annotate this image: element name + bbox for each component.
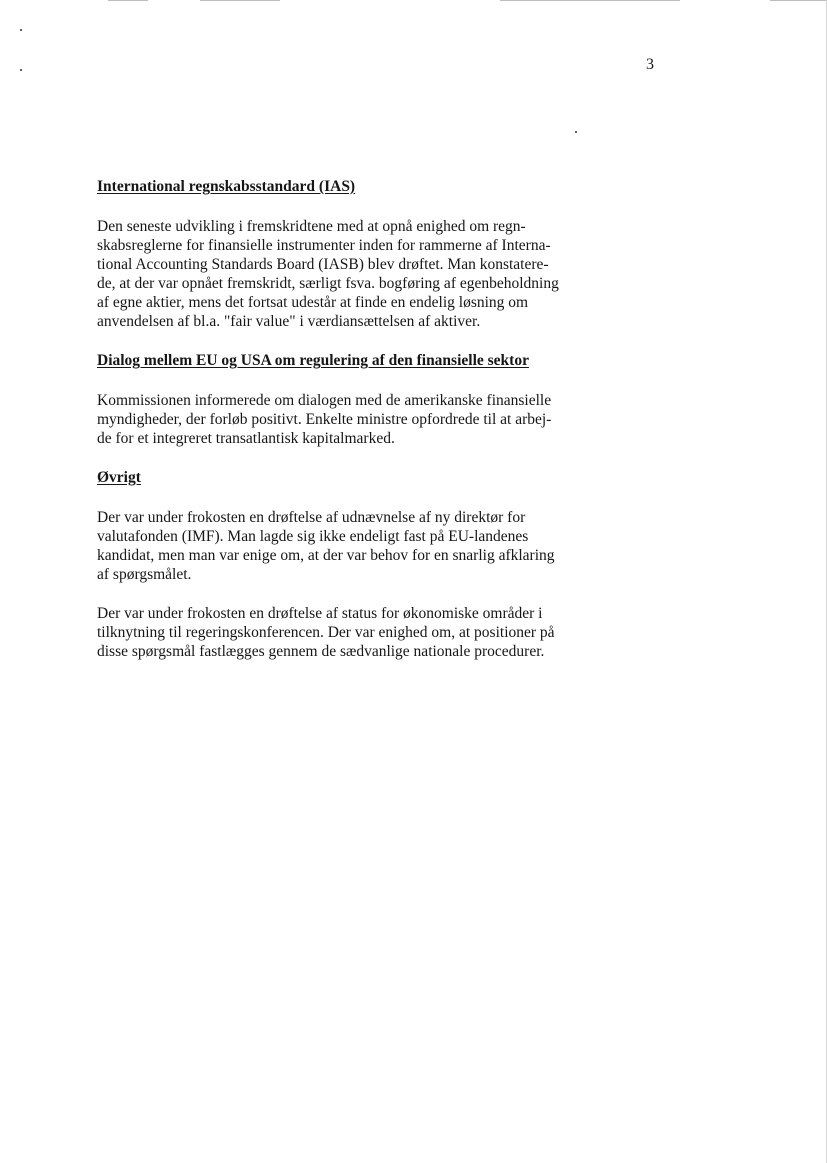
text-line: Der var under frokosten en drøftelse af udnævnelse af ny direktør for xyxy=(97,509,526,526)
text-line: tional Accounting Standards Board (IASB) blev drøftet. Man konstatere- xyxy=(97,256,549,273)
paragraph xyxy=(97,217,637,331)
section-ias xyxy=(97,177,637,331)
scan-speck xyxy=(20,29,22,31)
page-number: 3 xyxy=(646,56,654,73)
text-line: skabsreglerne for finansielle instrumenter inden for rammerne af Interna- xyxy=(97,237,551,254)
paragraph xyxy=(97,391,637,448)
text-line: valutafonden (IMF). Man lagde sig ikke endeligt fast på EU-landenes xyxy=(97,528,529,545)
scan-artifact-line xyxy=(500,0,680,1)
text-line: af spørgsmålet. xyxy=(97,566,192,583)
text-line: tilknytning til regeringskonferencen. Der var enighed om, at positioner på xyxy=(97,624,555,641)
text-line: Den seneste udvikling i fremskridtene med at opnå enighed om regn- xyxy=(97,218,526,235)
section-heading: International regnskabsstandard (IAS) xyxy=(97,178,356,195)
paragraph xyxy=(97,508,637,584)
text-line: anvendelsen af bl.a. "fair value" i værdiansættelsen af aktiver. xyxy=(97,313,481,330)
text-line: af egne aktier, mens det fortsat udestår at finde en endelig løsning om xyxy=(97,294,529,311)
section-heading: Dialog mellem EU og USA om regulering af den finansielle sektor xyxy=(97,352,529,369)
section-ovrigt xyxy=(97,468,637,661)
text-line: kandidat, men man var enige om, at der var behov for en snarlig afklaring xyxy=(97,547,555,564)
scan-artifact-line xyxy=(770,0,827,1)
text-line: de for et integreret transatlantisk kapitalmarked. xyxy=(97,430,395,447)
scan-speck xyxy=(20,69,22,71)
scan-artifact-line xyxy=(200,0,280,1)
text-line: Kommissionen informerede om dialogen med de amerikanske finansielle xyxy=(97,392,552,409)
text-line: myndigheder, der forløb positivt. Enkelte ministre opfordrede til at arbej- xyxy=(97,411,552,428)
section-heading: Øvrigt xyxy=(97,469,141,486)
text-line: disse spørgsmål fastlægges gennem de sædvanlige nationale procedurer. xyxy=(97,643,545,660)
text-line: Der var under frokosten en drøftelse af status for økonomiske områder i xyxy=(97,605,543,622)
text-line: de, at der var opnået fremskridt, særligt fsva. bogføring af egenbeholdning xyxy=(97,275,559,292)
paragraph xyxy=(97,604,637,661)
document-body xyxy=(97,177,637,681)
scan-artifact-line xyxy=(108,0,148,1)
section-dialog-eu-usa xyxy=(97,351,637,448)
scan-speck xyxy=(575,131,577,133)
